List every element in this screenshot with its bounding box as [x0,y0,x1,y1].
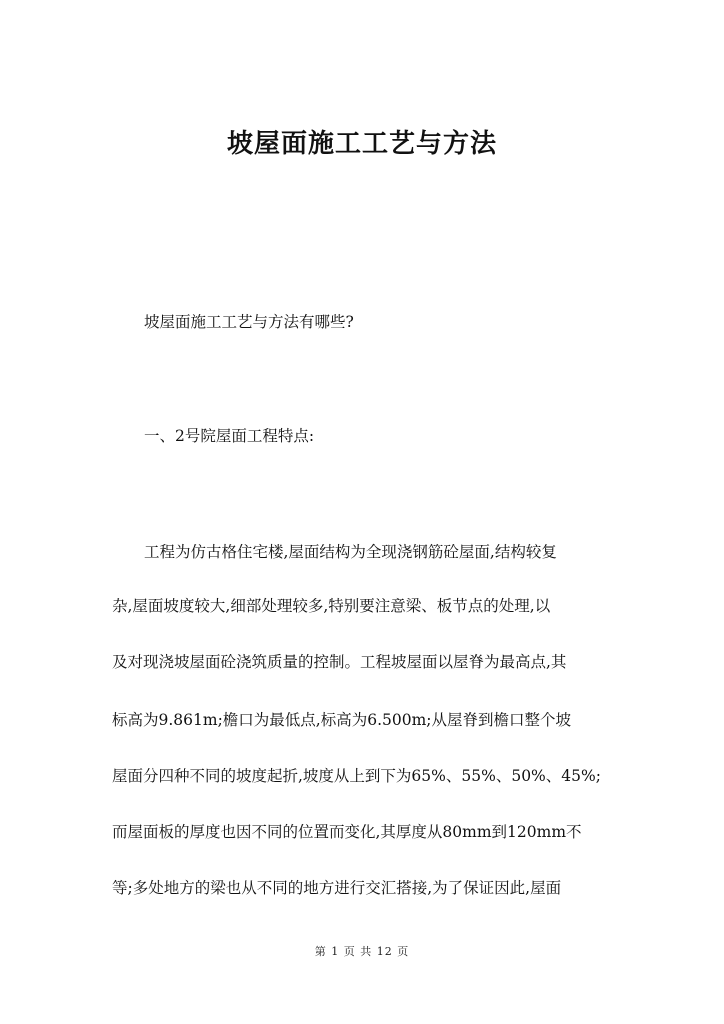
body-line-2: 杂,屋面坡度较大,细部处理较多,特别要注意梁、板节点的处理,以 [112,597,551,615]
body-line-6: 而屋面板的厚度也因不同的位置而变化,其厚度从80mm到120mm不 [112,823,582,841]
body-line-4: 标高为9.861m;檐口为最低点,标高为6.500m;从屋脊到檐口整个坡 [112,711,572,729]
body-line-5: 屋面分四种不同的坡度起折,坡度从上到下为65%、55%、50%、45%; [112,767,601,785]
page-footer: 第 1 页 共 12 页 [314,945,410,958]
intro-question: 坡屋面施工工艺与方法有哪些? [144,313,354,331]
document-title: 坡屋面施工工艺与方法 [226,129,497,159]
body-line-7: 等;多处地方的梁也从不同的地方进行交汇搭接,为了保证因此,屋面 [112,879,562,897]
body-line-1: 工程为仿古格住宅楼,屋面结构为全现浇钢筋砼屋面,结构较复 [144,543,557,561]
section-heading: 一、2号院屋面工程特点: [144,427,315,445]
body-line-3: 及对现浇坡屋面砼浇筑质量的控制。工程坡屋面以屋脊为最高点,其 [112,653,567,671]
